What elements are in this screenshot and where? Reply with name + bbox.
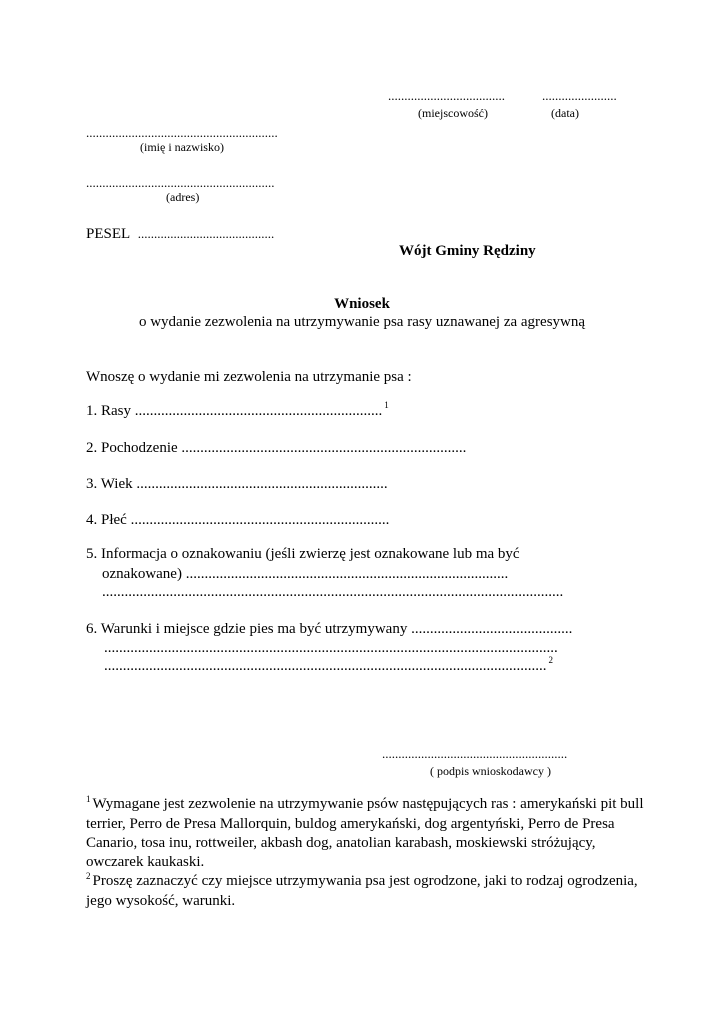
footnote-2-number: 2 — [86, 871, 91, 881]
pesel-field[interactable]: .......................................... — [137, 226, 275, 241]
footnote-ref-2: 2 — [548, 655, 553, 665]
address-field[interactable]: .......................................................... — [86, 175, 275, 190]
footnote-2-text: Proszę zaznaczyć czy miejsce utrzymywania psa jest ogrodzone, jaki to rodzaj ogrodzenia, jego wysokość, warunki. — [86, 873, 638, 909]
name-label: (imię i nazwisko) — [140, 140, 224, 154]
document-title: Wniosek — [334, 296, 390, 312]
item-breed[interactable] — [86, 400, 389, 420]
place-label: (miejscowość) — [418, 106, 488, 120]
intro-text: Wnoszę o wydanie mi zezwolenia na utrzymanie psa : — [86, 369, 412, 385]
item-breed-text: 1. Rasy .................................................................. — [86, 403, 383, 419]
item-conditions-line3[interactable] — [104, 655, 553, 675]
item-origin[interactable]: 2. Pochodzenie ............................................................................ — [86, 440, 467, 456]
footnote-1-text: Wymagane jest zezwolenie na utrzymywanie psów następujących ras : amerykański pit bull terrier, Perro de Presa Mallorquin, buldog amerykański, dog argentyński, Perro de Presa Canario, tosa inu, rottweiler, akbash dog, anatolian karabash, moskiewski stróżujący, owczarek kaukaski. — [86, 796, 644, 870]
footnote-2 — [86, 872, 646, 911]
place-field[interactable]: .................................... — [388, 88, 505, 103]
signature-label: ( podpis wnioskodawcy ) — [430, 764, 551, 778]
document-subtitle: o wydanie zezwolenia na utrzymywanie psa rasy uznawanej za agresywną — [138, 314, 586, 330]
date-field[interactable]: ....................... — [542, 88, 617, 103]
item-conditions-line1[interactable]: 6. Warunki i miejsce gdzie pies ma być utrzymywany ........................................... — [86, 621, 573, 637]
footnote-ref-1: 1 — [384, 400, 389, 410]
item-marking-line3[interactable]: ........................................................................................................................... — [102, 584, 564, 600]
item-conditions-line2[interactable]: ......................................................................................................................... — [104, 640, 558, 656]
item-conditions-line3-text: ...................................................................................................................... — [104, 658, 547, 674]
item-marking-line2[interactable]: oznakowane) ...................................................................................... — [102, 566, 509, 582]
signature-field[interactable]: ......................................................... — [382, 746, 568, 761]
name-field[interactable]: ........................................................... — [86, 125, 278, 140]
pesel-row — [86, 226, 274, 243]
recipient: Wójt Gminy Rędziny — [399, 243, 536, 259]
item-sex[interactable]: 4. Płeć ..................................................................... — [86, 512, 390, 528]
item-marking-line1[interactable]: 5. Informacja o oznakowaniu (jeśli zwierzę jest oznakowane lub ma być — [86, 546, 520, 562]
footnote-1-number: 1 — [86, 794, 91, 804]
footnotes — [86, 795, 646, 911]
date-label: (data) — [551, 106, 579, 120]
pesel-label: PESEL — [86, 226, 131, 242]
address-label: (adres) — [166, 190, 200, 204]
footnote-1 — [86, 795, 646, 872]
item-age[interactable]: 3. Wiek ................................................................... — [86, 476, 388, 492]
